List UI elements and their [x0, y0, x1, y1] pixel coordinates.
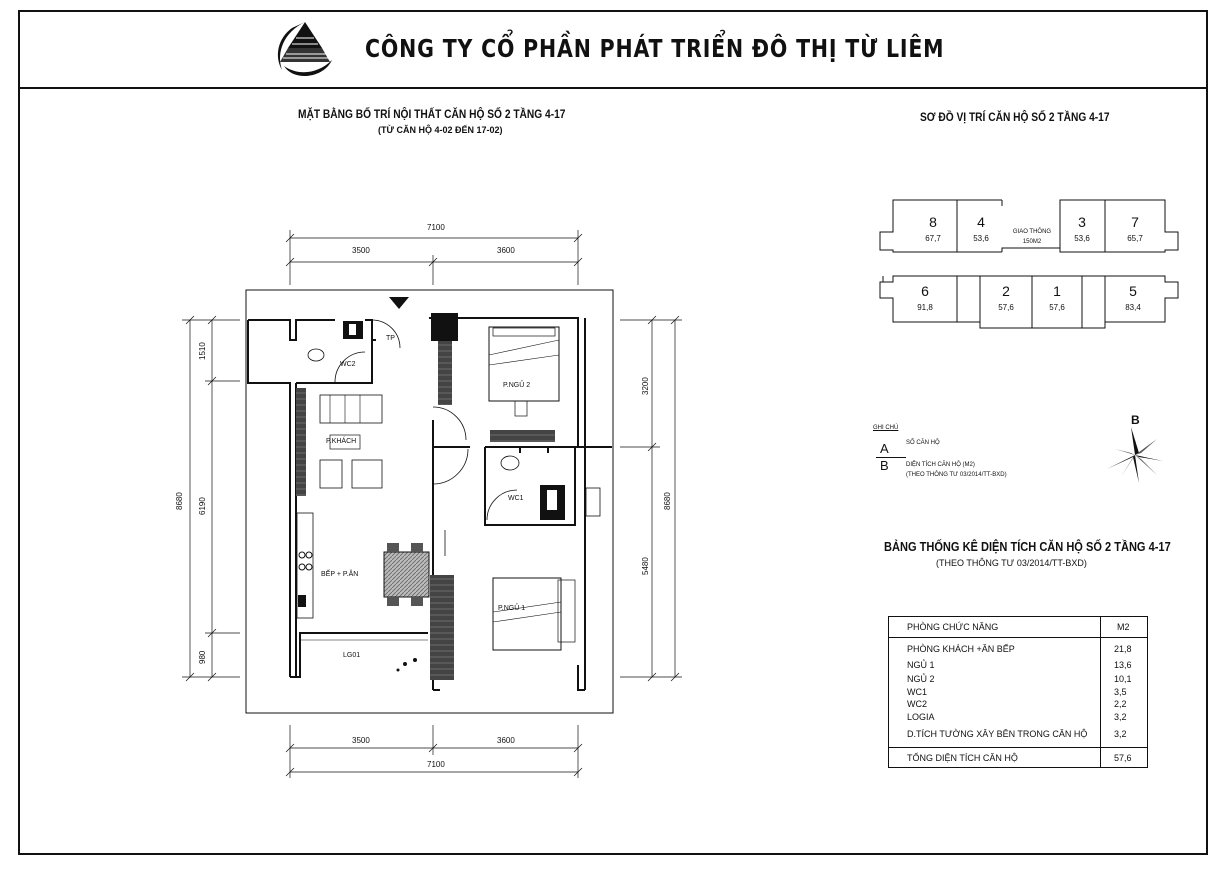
location-title: SƠ ĐỒ VỊ TRÍ CĂN HỘ SỐ 2 TẦNG 4-17 — [920, 110, 1110, 124]
table-row-value: 3,2 — [1114, 729, 1127, 739]
total-label: TỔNG DIỆN TÍCH CĂN HỘ — [907, 753, 1018, 763]
total-value: 57,6 — [1114, 753, 1132, 763]
legend-title: GHI CHÚ — [873, 425, 899, 431]
table-total-divider — [889, 747, 1147, 748]
unit-area-1: 57,6 — [1049, 303, 1065, 312]
dim-top-total: 7100 — [427, 223, 445, 232]
unit-area-3: 53,6 — [1074, 234, 1090, 243]
dim-left-total: 8680 — [175, 492, 184, 510]
table-row-name: NGỦ 1 — [907, 660, 935, 670]
dim-right-b: 5480 — [641, 557, 650, 575]
room-bep: BẾP + P.ĂN — [321, 571, 359, 578]
room-khach: P.KHÁCH — [326, 438, 357, 445]
table-row-name: PHÒNG KHÁCH +ĂN BẾP — [907, 644, 1015, 654]
table-row-name: NGỦ 2 — [907, 674, 935, 684]
table-row-value: 10,1 — [1114, 674, 1132, 684]
corridor-label: GIAO THÔNG — [1012, 229, 1052, 235]
area-table — [888, 616, 1148, 768]
unit-area-5: 83,4 — [1125, 303, 1141, 312]
dim-right-a: 3200 — [641, 377, 650, 395]
room-logia: LG01 — [343, 652, 361, 659]
legend-desc-b: DIỆN TÍCH CĂN HỘ (M2) — [906, 462, 975, 468]
dim-right-total: 8680 — [663, 492, 672, 510]
col-room-header: PHÒNG CHỨC NĂNG — [907, 622, 999, 632]
location-diagram — [870, 190, 1200, 340]
dim-left-a: 1510 — [198, 342, 207, 360]
table-row-value: 2,2 — [1114, 699, 1127, 709]
table-row-name: WC1 — [907, 687, 927, 697]
table-row-name: D.TÍCH TƯỜNG XÂY BÊN TRONG CĂN HỘ — [907, 729, 1088, 739]
unit-num-8: 8 — [929, 214, 937, 230]
dim-top-left: 3500 — [352, 246, 370, 255]
table-row-name: LOGIA — [907, 712, 935, 722]
unit-area-6: 91,8 — [917, 303, 933, 312]
entrance-arrow-icon — [389, 297, 409, 309]
compass-north: B — [1131, 413, 1140, 427]
unit-area-2: 57,6 — [998, 303, 1014, 312]
table-row-value: 3,2 — [1114, 712, 1127, 722]
room-ngu2: P.NGỦ 2 — [503, 382, 531, 389]
legend-desc-a: SỐ CĂN HỘ — [906, 440, 940, 446]
floor-plan — [160, 210, 720, 785]
table-row-value: 13,6 — [1114, 660, 1132, 670]
compass-icon — [1105, 410, 1185, 490]
table-column-divider — [1100, 617, 1101, 767]
legend-desc-b2: (THEO THÔNG TƯ 03/2014/TT-BXD) — [906, 472, 1007, 478]
corridor-area: 150M2 — [1022, 239, 1042, 245]
dim-bottom-left: 3500 — [352, 736, 370, 745]
unit-area-8: 67,7 — [925, 234, 941, 243]
unit-num-7: 7 — [1131, 214, 1139, 230]
plan-title: MẶT BẰNG BỐ TRÍ NỘI THẤT CĂN HỘ SỐ 2 TẦNG 4-17 — [298, 107, 566, 121]
unit-area-7: 65,7 — [1127, 234, 1143, 243]
unit-num-1: 1 — [1053, 283, 1061, 299]
stats-subtitle: (THEO THÔNG TƯ 03/2014/TT-BXD) — [936, 558, 1087, 568]
room-tp: TP — [386, 335, 395, 342]
unit-num-4: 4 — [977, 214, 985, 230]
table-row-value: 3,5 — [1114, 687, 1127, 697]
unit-num-5: 5 — [1129, 283, 1137, 299]
room-wc2: WC2 — [340, 361, 356, 368]
unit-num-2: 2 — [1002, 283, 1010, 299]
unit-area-4: 53,6 — [973, 234, 989, 243]
dim-bottom-total: 7100 — [427, 760, 445, 769]
plan-subtitle: (TỪ CĂN HỘ 4-02 ĐẾN 17-02) — [378, 125, 503, 135]
table-row-name: WC2 — [907, 699, 927, 709]
dim-left-b: 6190 — [198, 497, 207, 515]
unit-num-6: 6 — [921, 283, 929, 299]
table-row-value: 21,8 — [1114, 644, 1132, 654]
company-name: CÔNG TY CỔ PHẦN PHÁT TRIỂN ĐÔ THỊ TỪ LIÊM — [365, 34, 945, 63]
dim-top-right: 3600 — [497, 246, 515, 255]
unit-num-3: 3 — [1078, 214, 1086, 230]
dim-left-c: 980 — [198, 650, 207, 664]
legend-key-a: A — [880, 441, 889, 456]
company-logo — [270, 18, 340, 80]
legend-key-b: B — [880, 458, 889, 473]
col-unit-header: M2 — [1117, 622, 1130, 632]
room-ngu1: P.NGỦ 1 — [498, 605, 526, 612]
room-wc1: WC1 — [508, 495, 524, 502]
dim-bottom-right: 3600 — [497, 736, 515, 745]
stats-title: BẢNG THỐNG KÊ DIỆN TÍCH CĂN HỘ SỐ 2 TẦNG 4-17 — [884, 539, 1171, 554]
